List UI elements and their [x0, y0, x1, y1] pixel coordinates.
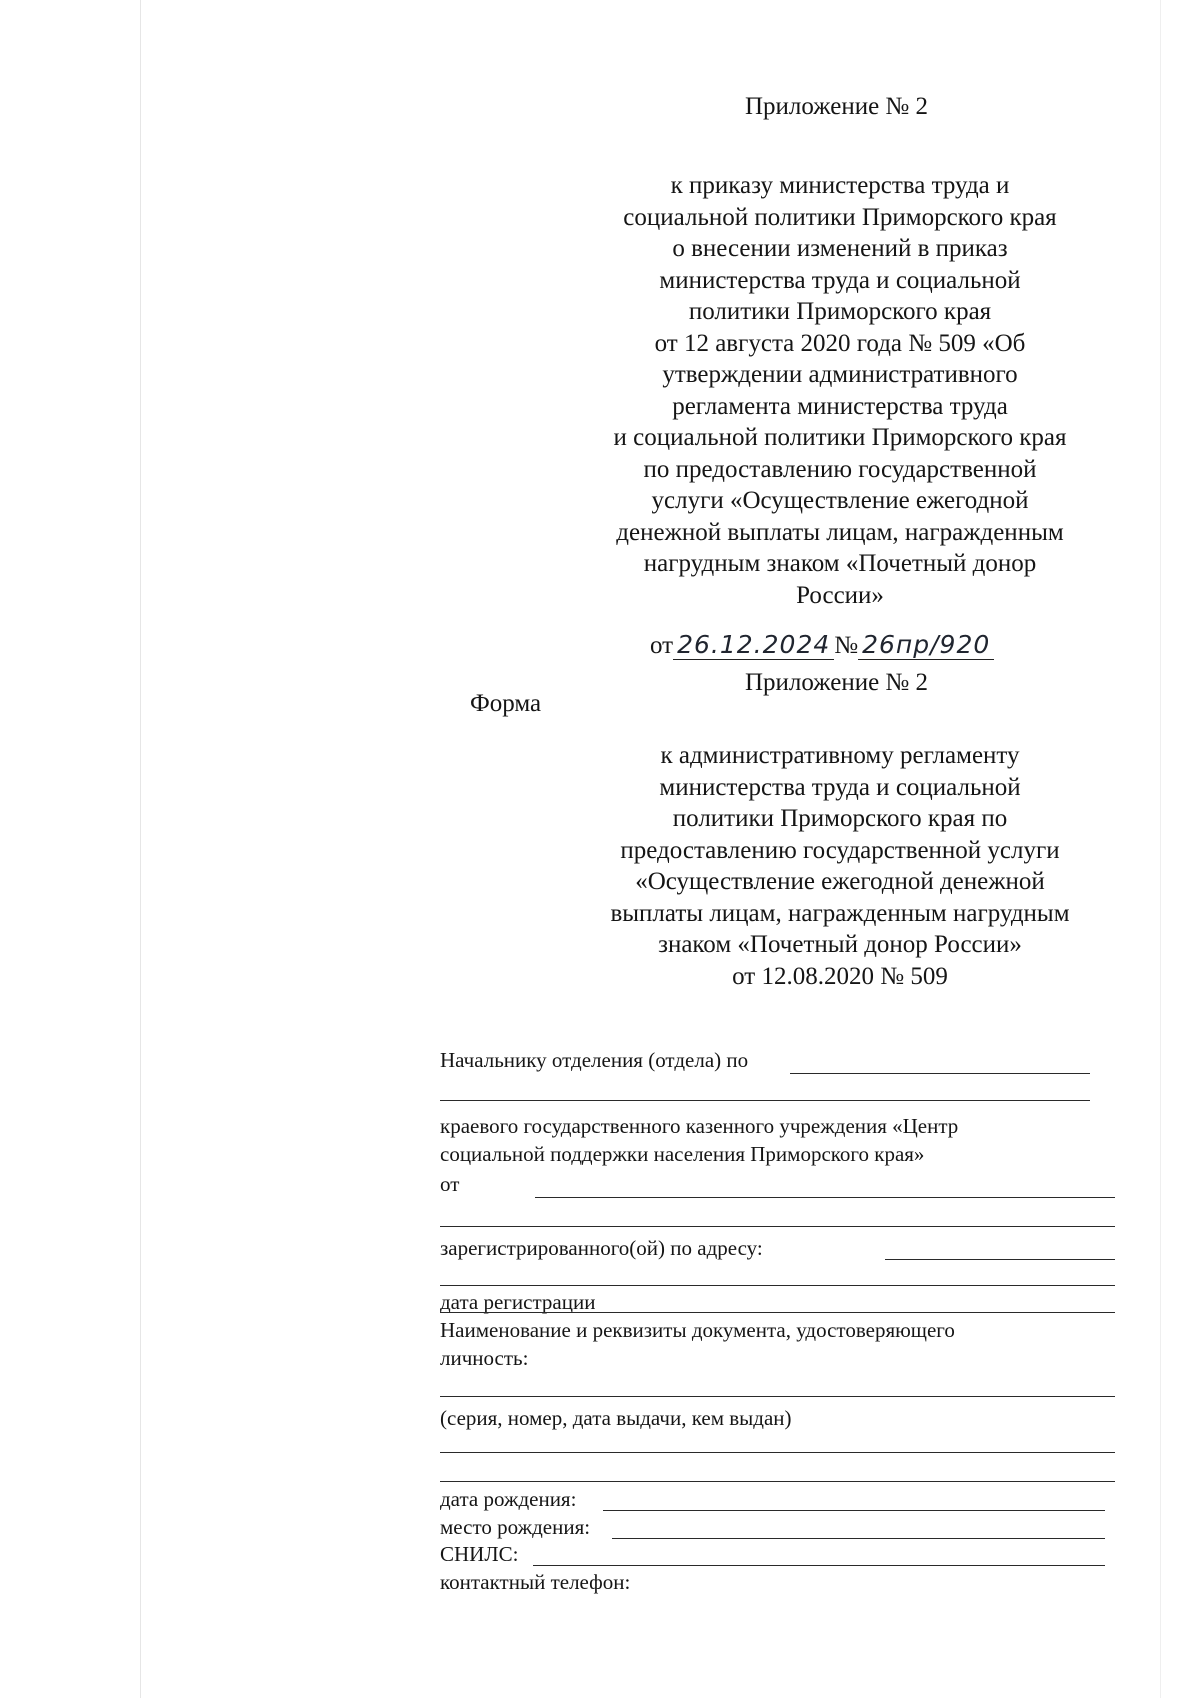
order-from-label: от [650, 632, 674, 659]
department-field[interactable] [790, 1073, 1090, 1074]
text-line: к административному регламенту [660, 742, 1020, 769]
text-line: от 12 августа 2020 года № 509 «Об [654, 329, 1026, 357]
text-line: министерства труда и социальной [659, 773, 1021, 801]
address-field-line-2[interactable] [440, 1285, 1115, 1286]
text-line: министерства труда и социальной [659, 266, 1021, 294]
to-head-label: Начальнику отделения (отдела) по [440, 1048, 749, 1072]
birth-place-field[interactable] [612, 1538, 1105, 1539]
applicant-name-field-line-2[interactable] [440, 1226, 1115, 1227]
text-line: к приказу министерства труда и [670, 172, 1010, 199]
order-reference-block [570, 170, 1110, 611]
id-details-field-line-2[interactable] [440, 1481, 1115, 1482]
handwritten-order-number: 26пр/920 [858, 630, 994, 660]
birth-date-label: дата рождения: [440, 1487, 577, 1511]
appendix-title: Приложение № 2 [745, 93, 929, 120]
phone-label: контактный телефон: [440, 1570, 631, 1594]
text-line: утверждении административного [662, 361, 1018, 388]
scan-edge [140, 0, 141, 1698]
registration-date-label: дата регистрации [440, 1290, 596, 1314]
text-line: регламента министерства труда [672, 392, 1008, 420]
text-line: услуги «Осуществление ежегодной [651, 487, 1029, 514]
forma-label: Форма [470, 690, 542, 717]
birth-place-label: место рождения: [440, 1515, 591, 1539]
handwritten-date: 26.12.2024 [673, 630, 834, 660]
registered-address-label: зарегистрированного(ой) по адресу: [440, 1236, 763, 1260]
department-field-line-2[interactable] [440, 1100, 1090, 1101]
institution-line-2: социальной поддержки населения Приморского края» [440, 1142, 925, 1166]
text-line: выплаты лицам, награжденным нагрудным [610, 899, 1070, 927]
text-line: нагрудным знаком «Почетный донор [643, 550, 1037, 577]
text-line: политики Приморского края по [672, 805, 1008, 832]
order-no-label: № [834, 632, 859, 659]
from-label: от [440, 1172, 460, 1196]
text-line: политики Приморского края [688, 298, 992, 325]
regulation-reference-block [570, 740, 1110, 992]
institution-line-1: краевого государственного казенного учреждения «Центр [440, 1114, 959, 1138]
birth-date-field[interactable] [603, 1510, 1105, 1511]
text-line: и социальной политики Приморского края [613, 424, 1067, 451]
text-line: денежной выплаты лицам, награжденным [616, 518, 1064, 546]
text-line: знаком «Почетный донор России» [658, 931, 1022, 958]
text-line: России» [796, 581, 884, 609]
text-line: от 12.08.2020 № 509 [732, 962, 948, 990]
id-document-label-2: личность: [440, 1346, 529, 1370]
address-field[interactable] [885, 1259, 1115, 1260]
applicant-name-field[interactable] [535, 1197, 1115, 1198]
text-line: «Осуществление ежегодной денежной [635, 868, 1045, 895]
id-document-field[interactable] [440, 1396, 1115, 1397]
text-line: по предоставлению государственной [643, 455, 1037, 483]
id-details-hint: (серия, номер, дата выдачи, кем выдан) [440, 1406, 792, 1430]
registration-date-field[interactable] [440, 1312, 1115, 1313]
id-document-label-1: Наименование и реквизиты документа, удостоверяющего [440, 1318, 955, 1342]
text-line: предоставлению государственной услуги [620, 836, 1060, 864]
order-date-number [650, 630, 994, 666]
appendix-title-2: Приложение № 2 [745, 669, 929, 696]
text-line: социальной политики Приморского края [623, 203, 1057, 231]
text-line: о внесении изменений в приказ [672, 235, 1008, 262]
scan-edge [1160, 0, 1161, 1698]
snils-field[interactable] [533, 1565, 1105, 1566]
id-details-field[interactable] [440, 1452, 1115, 1453]
snils-label: СНИЛС: [440, 1542, 519, 1566]
